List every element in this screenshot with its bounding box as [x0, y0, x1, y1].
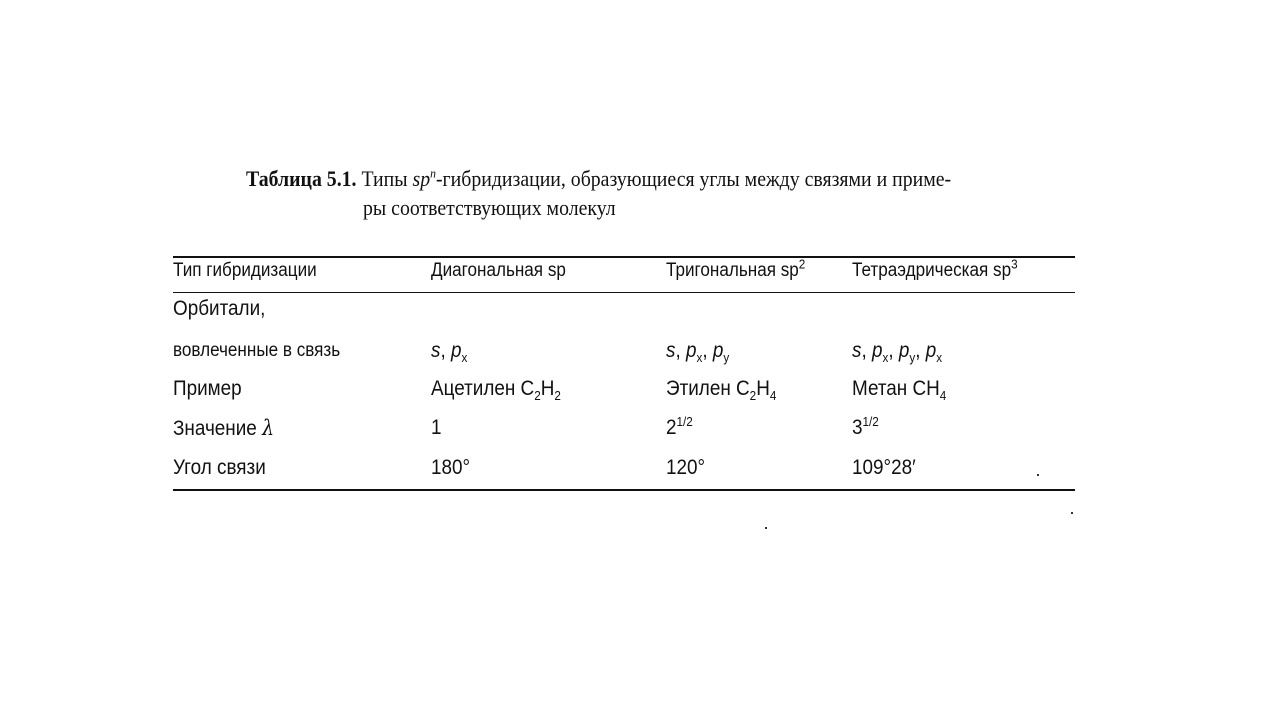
- example-diagonal: Ацетилен $C_2H_2$: [431, 377, 561, 404]
- lambda-diagonal: 1: [431, 416, 442, 439]
- orbitals-diagonal: s, $p_x$: [431, 339, 468, 366]
- example-trigonal: Этилен $C_2H_4$: [666, 377, 777, 404]
- lambda-tetrahedral: $3^{1/2}$: [852, 414, 879, 439]
- header-trigonal: Тригональная $sp^2$: [666, 256, 806, 281]
- scan-speck: [1071, 512, 1073, 514]
- angle-trigonal: 120°: [666, 456, 706, 479]
- scan-speck: [1037, 474, 1039, 476]
- row-label-orbitals-line2: вовлеченные в связь: [173, 340, 341, 361]
- angle-tetrahedral: 109°28′: [852, 456, 916, 479]
- header-hybridization-type: Тип гибридизации: [173, 260, 317, 281]
- example-tetrahedral: Метан $CH_4$: [852, 377, 947, 404]
- orbitals-tetrahedral: s, $p_x$, $p_y$, $p_x$: [852, 339, 943, 366]
- scan-speck: [765, 527, 767, 529]
- row-label-lambda: Значение λ: [173, 416, 275, 440]
- row-label-angle: Угол связи: [173, 456, 266, 479]
- caption-label: Таблица 5.1.: [246, 166, 357, 191]
- caption-text-line2: ры соответствующих молекул: [363, 195, 616, 220]
- caption-text-line1: Типы $sp^n$-гибридизации, образующиеся углы между связями и приме-: [361, 165, 952, 191]
- angle-diagonal: 180°: [431, 456, 471, 479]
- orbitals-trigonal: s, $p_x$, $p_y$: [666, 339, 730, 366]
- row-label-orbitals-line1: Орбитали,: [173, 297, 266, 320]
- table-bottom-rule: [173, 489, 1075, 491]
- table-header-rule: [173, 292, 1075, 293]
- table-top-rule: [173, 256, 1075, 258]
- lambda-trigonal: $2^{1/2}$: [666, 414, 693, 439]
- table-caption: [246, 164, 993, 222]
- header-tetrahedral: Тетраэдрическая $sp^3$: [852, 256, 1018, 281]
- row-label-example: Пример: [173, 377, 242, 400]
- header-diagonal: Диагональная sp: [431, 260, 566, 281]
